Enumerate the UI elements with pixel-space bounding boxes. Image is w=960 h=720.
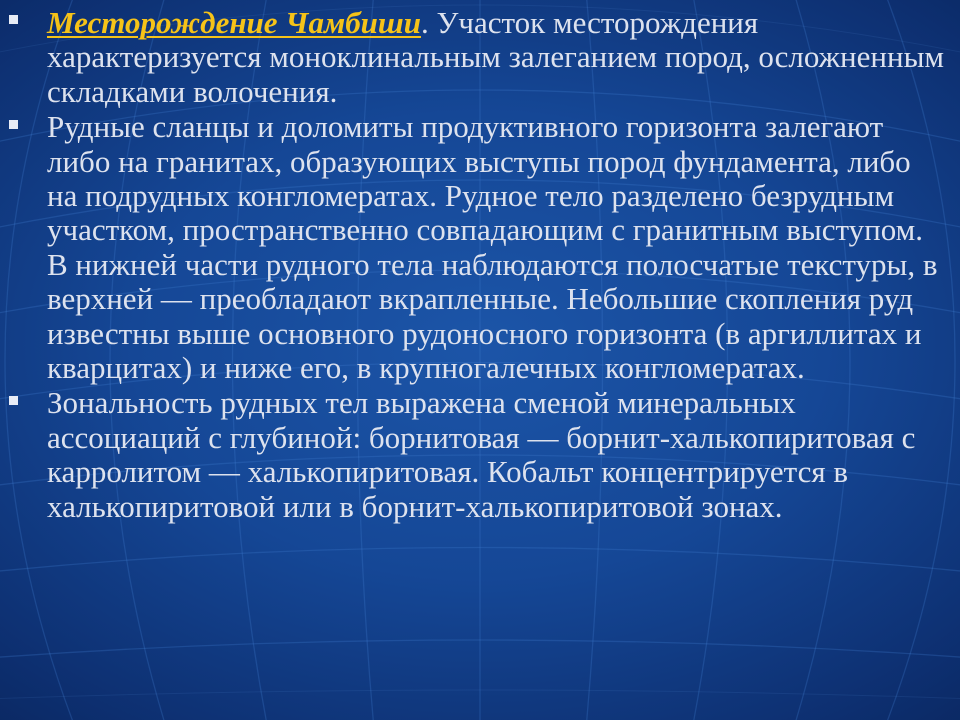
square-bullet-icon	[9, 15, 18, 24]
paragraph-text: Рудные сланцы и доломиты продуктивного горизонта залегают либо на гранитах, образующих выступы пород фундамента, либо на подрудных конгломератах. Рудное тело разделено безрудным участком, пространственно совпадающим с гранитным выступом. В нижней части рудного тела наблюдаются полосчатые текстуры, в верхней — преобладают вкрапленные. Небольшие скопления руд известны выше основного рудоносного горизонта (в аргиллитах и кварцитах) и ниже его, в крупногалечных конгломератах.	[47, 109, 938, 386]
square-bullet-icon	[9, 396, 18, 405]
bullet-text	[47, 6, 948, 109]
bullet-item	[0, 386, 960, 524]
paragraph-text: Зональность рудных тел выражена сменой минеральных ассоциаций с глубиной: борнитовая — борнит-халькопиритовая с карролитом — халькопиритовая. Кобальт концентрируется в халькопиритовой или в борнит-халькопиритовой зонах.	[47, 385, 916, 524]
bullet-item	[0, 6, 960, 109]
bullet-text	[47, 386, 948, 524]
deposit-name-link: Месторождение Чамбиши	[47, 5, 421, 40]
slide-content	[0, 6, 960, 525]
paragraph-text: . Участок месторождения характеризуется моноклинальным залеганием пород, осложненным складками волочения.	[47, 5, 945, 109]
bullet-text	[47, 110, 948, 385]
square-bullet-icon	[9, 120, 18, 129]
bullet-item	[0, 110, 960, 385]
